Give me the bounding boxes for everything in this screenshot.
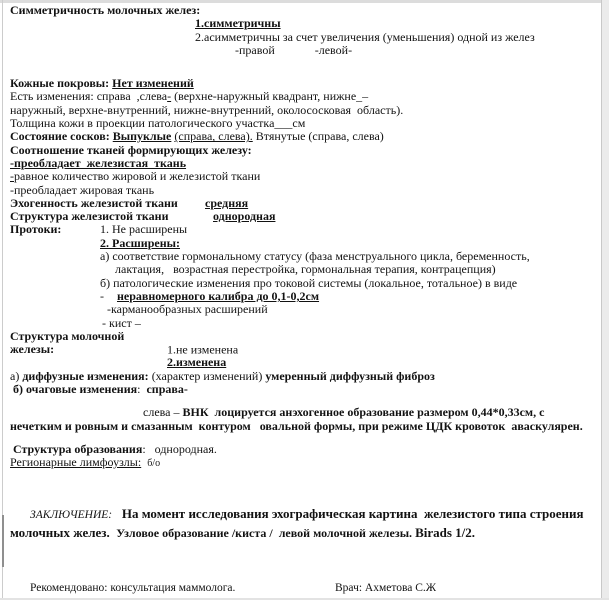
symmetry-label-text: Симметричность молочных желез: <box>10 3 201 17</box>
skin-changes-line: Есть изменения: справа ,слева- (верхне-наружный квадрант, нижне_– <box>10 89 369 104</box>
conclusion-birads: Birads 1/2. <box>415 524 476 540</box>
ducts-item-a2: лактация, возрастная перестройка, гормональная терапия, контрацепция) <box>115 262 496 277</box>
skin-changes-line2: наружный, верхне-внутренний, нижне-внутренний, околососковая область). <box>10 102 404 117</box>
symmetry-option-symmetric: 1.симметричны <box>195 16 281 31</box>
skin-value: Нет изменений <box>112 76 194 91</box>
lymph-nodes-value: б/о <box>147 458 161 470</box>
ducts-item-b: б) патологические изменения про токовой системы (локальное, тотальное) в виде <box>100 275 518 290</box>
gland-tissue-structure-value: однородная <box>213 209 276 224</box>
symmetry-side-options <box>235 44 598 57</box>
focal-changes-label: б) очаговые изменения <box>10 382 138 397</box>
page-left-edge-mark <box>2 515 4 567</box>
nipples-value: Выпуклые <box>112 129 172 144</box>
symmetry-option-asymmetric: 2.асимметричны за счет увеличения (уменьшения) одной из желез <box>195 29 535 44</box>
dash: - <box>100 288 104 303</box>
tissue-ratio-option2: -равное количество жировой и железистой ткани <box>10 169 261 184</box>
conclusion-text2: молочных желез. <box>10 524 117 540</box>
spacer <box>10 471 598 505</box>
conclusion-label: ЗАКЛЮЧЕНИЕ: <box>30 508 113 521</box>
diffuse-changes-line: а) диффузные изменения: (характер изменений) умеренный диффузный фиброз <box>10 368 435 383</box>
spacer <box>10 542 598 582</box>
spacer <box>10 57 598 77</box>
skin-line <box>10 77 598 90</box>
ducts-option-not-dilated: 1. Не расширены <box>100 222 188 237</box>
echogenicity-line <box>10 197 598 210</box>
footer-row <box>10 582 598 595</box>
diffuse-changes-label: диффузные изменения: <box>22 368 149 383</box>
symmetry-left: -левой- <box>314 42 353 57</box>
nipples-label: Состояние сосков: <box>10 129 113 144</box>
lymph-nodes-line <box>10 456 598 470</box>
ducts-line <box>10 223 598 236</box>
finding-description: ВНК лоцируется анэхогенное образование размером 0,44*0,33см, с <box>182 405 545 420</box>
conclusion-text3: Узловое образование /киста / левой молочной железы. <box>116 525 416 540</box>
focal-changes-line: б) очаговые изменения: справа- <box>10 382 188 397</box>
gland-tissue-structure-line <box>10 210 598 223</box>
gland-structure-line <box>10 330 598 357</box>
gland-structure-changed: 2.изменена <box>167 355 227 370</box>
focal-changes-value: справа- <box>146 382 188 397</box>
skin-thickness-line: Толщина кожи в проекции патологического участка___см <box>10 116 306 131</box>
nipples-line: Состояние сосков: Выпуклые (справа, слева). Втянутые (справа, слева) <box>10 129 384 144</box>
symmetry-label <box>10 4 598 17</box>
ducts-cysts-line: - кист – <box>102 315 141 330</box>
conclusion-line1 <box>30 505 598 524</box>
finding-line1 <box>143 406 598 419</box>
ducts-option-dilated: 2. Расширены: <box>100 235 180 250</box>
finding-line2: нечетким и ровным и смазанным контуром овальной формы, при режиме ЦДК кровоток аваскулярен. <box>10 418 583 433</box>
recommendation-text: Рекомендовано: консультация маммолога. <box>30 581 236 594</box>
diffuse-changes-value: умеренный диффузный фиброз <box>265 368 435 383</box>
formation-structure-label: Структура образования <box>10 441 143 456</box>
doctor-signature: Врач: Ахметова С.Ж <box>335 581 437 594</box>
conclusion-text1: На момент исследования эхографическая картина железистого типа строения <box>121 505 584 521</box>
tissue-ratio-selected: -преобладает железистая ткань <box>10 155 187 170</box>
lymph-nodes-label: Регионарные лимфоузлы: <box>10 455 142 470</box>
ducts-pocket-line: -карманообразных расширений <box>107 302 268 317</box>
gland-structure-unchanged: 1.не изменена <box>167 342 239 357</box>
gland-tissue-structure-label: Структура железистой ткани <box>10 209 169 224</box>
skin-label: Кожные покровы: <box>10 76 113 91</box>
page-left-edge <box>2 0 3 600</box>
report-body <box>10 4 598 595</box>
echogenicity-value: средняя <box>205 195 249 210</box>
ducts-label: Протоки: <box>10 222 62 237</box>
tissue-ratio-label: Соотношение тканей формирующих железу: <box>10 142 252 157</box>
ducts-item-a: а) соответствие гормональному статусу (фаза менструального цикла, беременность, <box>100 249 530 264</box>
conclusion-line2 <box>10 524 598 542</box>
symmetry-right: -правой <box>235 42 275 57</box>
gland-structure-label: Структура молочной железы: <box>10 328 128 357</box>
ducts-caliber-line <box>100 290 598 303</box>
page-right-edge <box>602 0 609 600</box>
tissue-ratio-option3: -преобладает жировая ткань <box>10 182 155 197</box>
finding-intro: слева – <box>143 405 183 420</box>
echogenicity-label: Эхогенность железистой ткани <box>10 195 178 210</box>
formation-structure-line: Структура образования: однородная. <box>10 441 217 456</box>
formation-structure-value: однородная. <box>154 441 217 456</box>
ducts-caliber: неравномерного калибра до 0,1-0,2см <box>117 288 320 303</box>
